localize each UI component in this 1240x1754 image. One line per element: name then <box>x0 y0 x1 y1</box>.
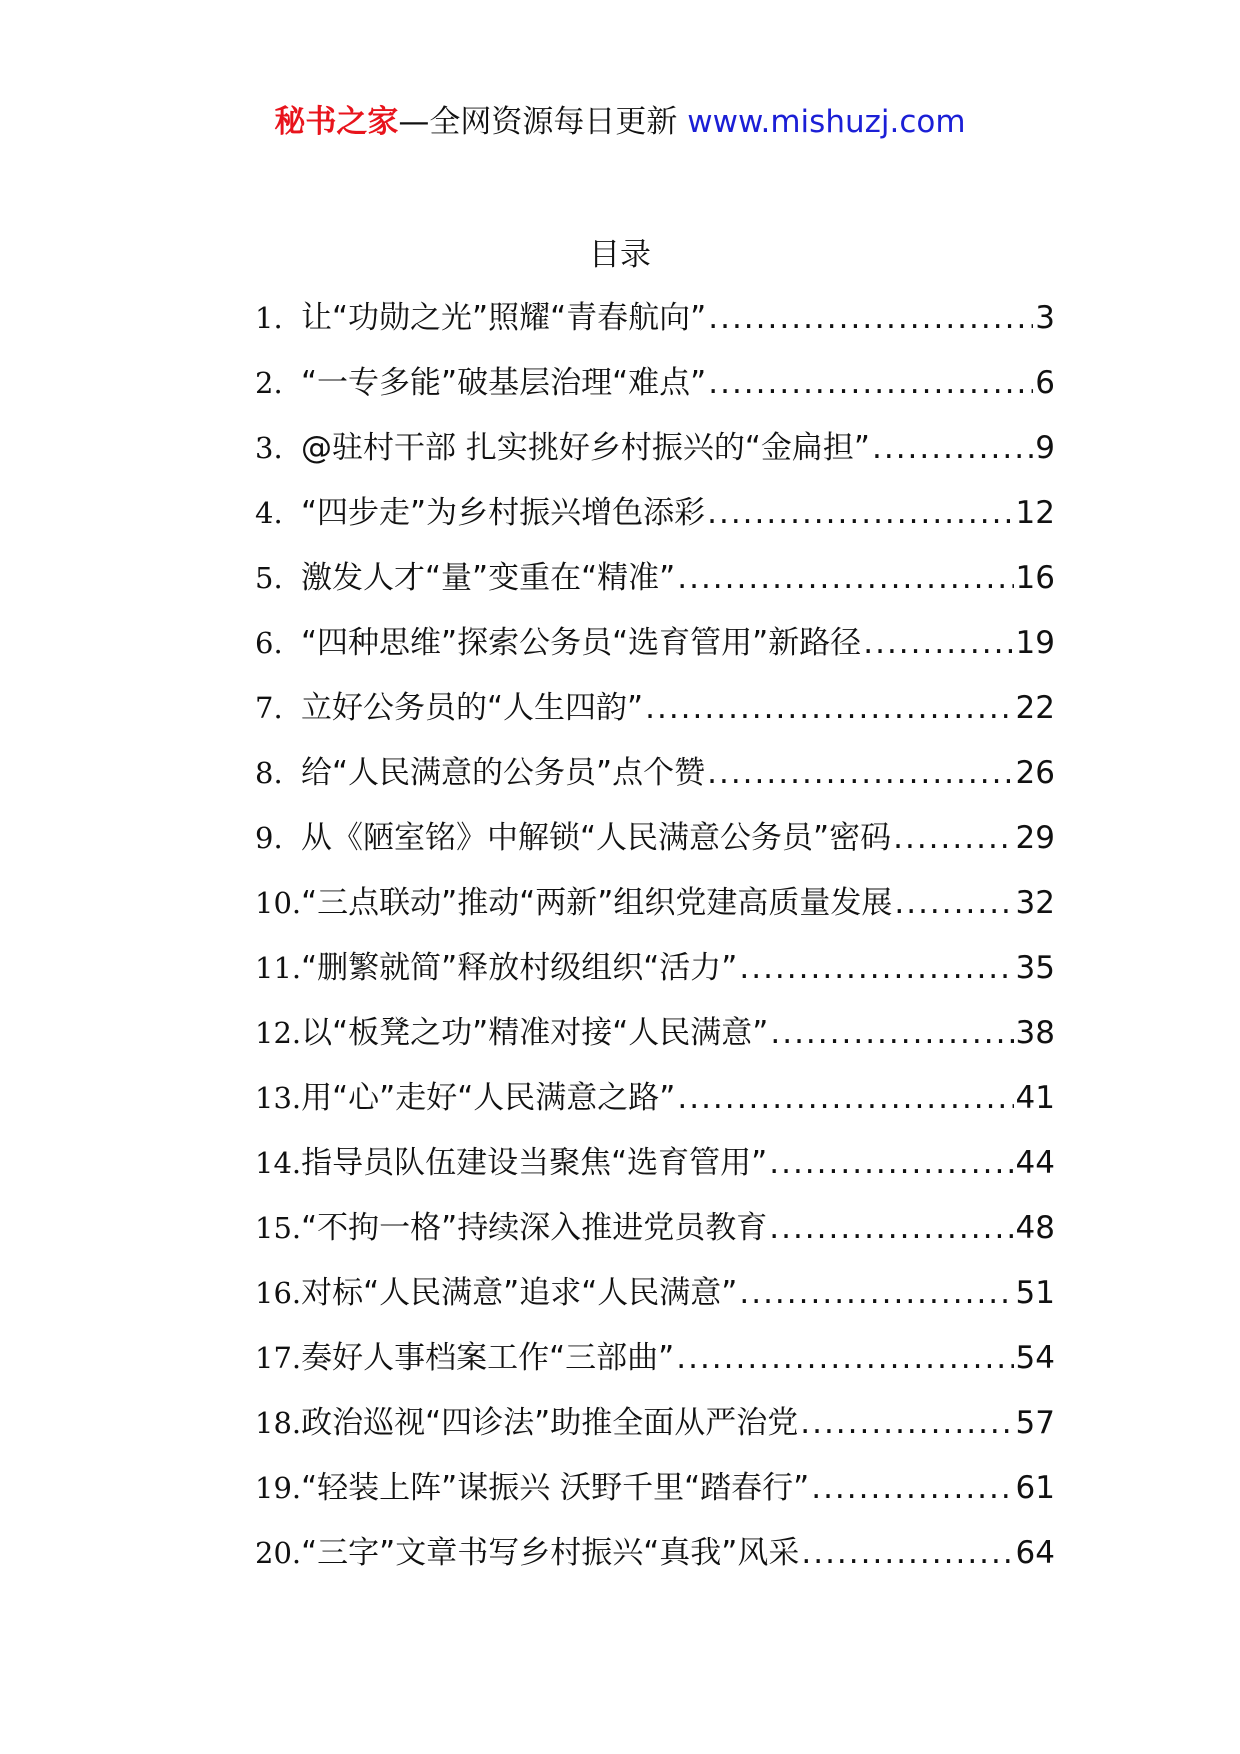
toc-entry-title: 激发人才“量”变重在“精准” <box>301 560 676 596</box>
dot-leader <box>863 621 1013 665</box>
toc-entry[interactable] <box>255 491 1055 556</box>
dot-leader <box>708 296 1033 340</box>
toc-entry-page-number: 16 <box>1015 560 1055 596</box>
toc-entry[interactable] <box>255 1336 1055 1401</box>
toc-entry[interactable] <box>255 686 1055 751</box>
site-url-link[interactable]: www.mishuzj.com <box>687 104 966 140</box>
toc-entry[interactable] <box>255 1401 1055 1466</box>
dot-leader <box>801 1531 1013 1575</box>
dot-leader <box>872 426 1033 470</box>
toc-entry-number: 13. <box>255 1081 302 1115</box>
toc-entry-number: 16. <box>255 1276 302 1310</box>
dot-leader <box>676 1336 1013 1380</box>
toc-entry-number: 18. <box>255 1406 302 1440</box>
toc-entry-title: 政治巡视“四诊法”助推全面从严治党 <box>301 1405 799 1441</box>
dot-leader <box>677 556 1013 600</box>
toc-entry-title: 立好公务员的“人生四韵” <box>301 690 644 726</box>
toc-entry-number: 20. <box>255 1536 302 1570</box>
toc-entry-title: 奏好人事档案工作“三部曲” <box>301 1340 675 1376</box>
dot-leader <box>645 686 1013 730</box>
dot-leader <box>769 1141 1013 1185</box>
toc-entry-title: 给“人民满意的公务员”点个赞 <box>301 755 706 791</box>
toc-entry-number: 5. <box>255 561 283 595</box>
toc-entry[interactable] <box>255 426 1055 491</box>
toc-entry-number: 17. <box>255 1341 302 1375</box>
toc-entry[interactable] <box>255 1531 1055 1596</box>
table-of-contents <box>255 296 1055 1596</box>
toc-entry-number: 10. <box>255 886 302 920</box>
toc-entry-title: “四种思维”探索公务员“选育管用”新路径 <box>301 625 862 661</box>
toc-entry-number: 7. <box>255 691 283 725</box>
toc-entry-page-number: 35 <box>1015 950 1055 986</box>
toc-entry-number: 4. <box>255 496 283 530</box>
toc-entry-title: 指导员队伍建设当聚焦“选育管用” <box>301 1145 768 1181</box>
toc-entry-number: 3. <box>255 431 283 465</box>
toc-entry[interactable] <box>255 946 1055 1011</box>
toc-entry-number: 14. <box>255 1146 302 1180</box>
dot-leader <box>708 361 1033 405</box>
toc-entry-title: 从《陋室铭》中解锁“人民满意公务员”密码 <box>301 820 892 856</box>
toc-entry-number: 6. <box>255 626 283 660</box>
toc-title: 目录 <box>589 237 651 273</box>
toc-entry-number: 9. <box>255 821 283 855</box>
toc-entry-title: 对标“人民满意”追求“人民满意” <box>301 1275 738 1311</box>
toc-entry-page-number: 32 <box>1015 885 1055 921</box>
toc-entry[interactable] <box>255 1011 1055 1076</box>
dot-leader <box>894 881 1013 925</box>
toc-entry-page-number: 64 <box>1015 1535 1055 1571</box>
toc-entry[interactable] <box>255 881 1055 946</box>
dot-leader <box>800 1401 1013 1445</box>
header-tagline: —全网资源每日更新 <box>398 104 678 140</box>
toc-entry[interactable] <box>255 1271 1055 1336</box>
dot-leader <box>677 1076 1013 1120</box>
toc-entry[interactable] <box>255 751 1055 816</box>
toc-entry[interactable] <box>255 816 1055 881</box>
toc-entry-title: “三字”文章书写乡村振兴“真我”风采 <box>301 1535 800 1571</box>
toc-entry-title: @驻村干部 扎实挑好乡村振兴的“金扁担” <box>301 430 870 466</box>
toc-entry-title: 以“板凳之功”精准对接“人民满意” <box>301 1015 769 1051</box>
toc-entry[interactable] <box>255 621 1055 686</box>
toc-entry[interactable] <box>255 1466 1055 1531</box>
dot-leader <box>739 1271 1013 1315</box>
toc-entry-page-number: 54 <box>1015 1340 1055 1376</box>
dot-leader <box>770 1011 1013 1055</box>
dot-leader <box>811 1466 1013 1510</box>
toc-entry-page-number: 29 <box>1015 820 1055 856</box>
toc-entry-page-number: 22 <box>1015 690 1055 726</box>
toc-entry-page-number: 26 <box>1015 755 1055 791</box>
brand-name: 秘书之家 <box>274 104 399 140</box>
toc-entry-title: “四步走”为乡村振兴增色添彩 <box>301 495 706 531</box>
toc-entry[interactable] <box>255 296 1055 361</box>
dot-leader <box>893 816 1013 860</box>
toc-entry[interactable] <box>255 556 1055 621</box>
toc-entry-number: 8. <box>255 756 283 790</box>
toc-entry-title: 用“心”走好“人民满意之路” <box>301 1080 676 1116</box>
toc-entry-number: 12. <box>255 1016 302 1050</box>
toc-entry[interactable] <box>255 1206 1055 1271</box>
toc-entry[interactable] <box>255 1076 1055 1141</box>
toc-entry[interactable] <box>255 361 1055 426</box>
toc-entry-title: “三点联动”推动“两新”组织党建高质量发展 <box>301 885 893 921</box>
toc-entry-number: 2. <box>255 366 283 400</box>
toc-entry-page-number: 41 <box>1015 1080 1055 1116</box>
toc-entry-page-number: 44 <box>1015 1145 1055 1181</box>
toc-entry-title: “删繁就简”释放村级组织“活力” <box>301 950 738 986</box>
dot-leader <box>769 1206 1013 1250</box>
site-header <box>0 100 1240 144</box>
toc-entry-title: “一专多能”破基层治理“难点” <box>301 365 707 401</box>
toc-entry-page-number: 57 <box>1015 1405 1055 1441</box>
toc-entry-number: 1. <box>255 301 283 335</box>
dot-leader <box>739 946 1013 990</box>
toc-entry-title: “轻装上阵”谋振兴 沃野千里“踏春行” <box>301 1470 810 1506</box>
toc-entry-page-number: 3 <box>1035 300 1055 336</box>
toc-entry-page-number: 48 <box>1015 1210 1055 1246</box>
toc-entry-page-number: 6 <box>1035 365 1055 401</box>
toc-entry-page-number: 9 <box>1035 430 1055 466</box>
toc-entry-number: 15. <box>255 1211 302 1245</box>
dot-leader <box>707 751 1013 795</box>
toc-entry-page-number: 51 <box>1015 1275 1055 1311</box>
dot-leader <box>707 491 1013 535</box>
toc-entry-number: 11. <box>255 951 302 985</box>
toc-entry-page-number: 38 <box>1015 1015 1055 1051</box>
toc-entry-title: 让“功勋之光”照耀“青春航向” <box>301 300 707 336</box>
toc-entry-page-number: 12 <box>1015 495 1055 531</box>
toc-entry-title: “不拘一格”持续深入推进党员教育 <box>301 1210 768 1246</box>
toc-entry-number: 19. <box>255 1471 302 1505</box>
toc-entry-page-number: 61 <box>1015 1470 1055 1506</box>
toc-entry-page-number: 19 <box>1015 625 1055 661</box>
toc-entry[interactable] <box>255 1141 1055 1206</box>
